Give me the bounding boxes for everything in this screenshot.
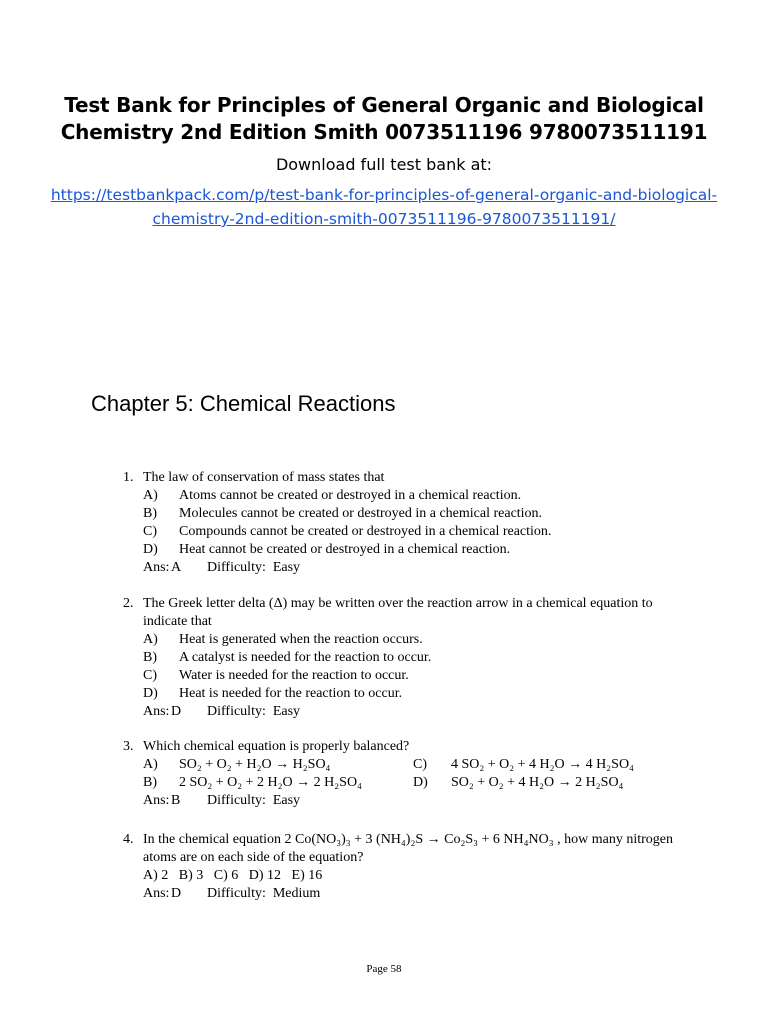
- document-title: Test Bank for Principles of General Organic and Biological Chemistry 2nd Edition Smith 0073511196 9780073511191: [60, 93, 708, 144]
- option-c-text: 4 SO₂ + O₂ + 4 H₂O → 4 H₂SO₄: [451, 757, 634, 772]
- question-number: 3.: [123, 739, 134, 754]
- question-number: 2.: [123, 596, 134, 611]
- question-2: [123, 595, 683, 721]
- question-number: 4.: [123, 832, 134, 847]
- question-text: The law of conservation of mass states that: [143, 470, 385, 485]
- option-a-text: SO₂ + O₂ + H₂O → H₂SO₄: [179, 757, 331, 772]
- answer-line: Ans: A Difficulty: Easy: [143, 560, 301, 575]
- option-b: B) Molecules cannot be created or destroyed in a chemical reaction.: [143, 506, 543, 521]
- option-a: A) Heat is generated when the reaction occurs.: [143, 632, 423, 647]
- question-3: [123, 738, 683, 810]
- option-a: A) Atoms cannot be created or destroyed in a chemical reaction.: [143, 488, 522, 503]
- download-link[interactable]: https://testbankpack.com/p/test-bank-for-principles-of-general-organic-and-biological-chemistry-2nd-edition-smith-0073511196-9780073511191/: [50, 186, 718, 228]
- chapter-heading: Chapter 5: Chemical Reactions: [91, 391, 396, 416]
- option-b: B) A catalyst is needed for the reaction to occur.: [143, 650, 432, 665]
- option-a-label: A): [143, 757, 158, 772]
- option-d: D) Heat cannot be created or destroyed in a chemical reaction.: [143, 542, 511, 557]
- question-text: Which chemical equation is properly balanced?: [143, 739, 410, 754]
- question-number: 1.: [123, 470, 134, 485]
- download-label: Download full test bank at:: [275, 155, 493, 174]
- option-c: C) Compounds cannot be created or destroyed in a chemical reaction.: [143, 524, 552, 539]
- option-d-text: SO₂ + O₂ + 4 H₂O → 2 H₂SO₄: [451, 775, 624, 790]
- answer-line: Ans: D Difficulty: Easy: [143, 704, 301, 719]
- answer-line: Ans: B Difficulty: Easy: [143, 793, 301, 808]
- option-b-label: B): [143, 775, 157, 790]
- option-d-label: D): [413, 775, 428, 790]
- option-c-label: C): [413, 757, 427, 772]
- option-d: D) Heat is needed for the reaction to occur.: [143, 686, 403, 701]
- answer-line: Ans: D Difficulty: Medium: [143, 886, 321, 901]
- inline-options: A) 2 B) 3 C) 6 D) 12 E) 16: [143, 868, 323, 883]
- question-text: In the chemical equation 2 Co(NO₃)₃ + 3 (NH₄)₂S → Co₂S₃ + 6 NH₄NO₃ , how many nitrogen atoms are on each side of the equation?: [143, 832, 673, 865]
- document-header: [40, 92, 728, 231]
- option-c: C) Water is needed for the reaction to occur.: [143, 668, 409, 683]
- question-text: The Greek letter delta (Δ) may be written over the reaction arrow in a chemical equation to indicate that: [143, 596, 653, 629]
- option-b-text: 2 SO₂ + O₂ + 2 H₂O → 2 H₂SO₄: [179, 775, 362, 790]
- question-4: [123, 831, 683, 903]
- options-grid: [143, 756, 683, 792]
- question-1: [123, 469, 683, 577]
- page-number: Page 58: [366, 963, 402, 975]
